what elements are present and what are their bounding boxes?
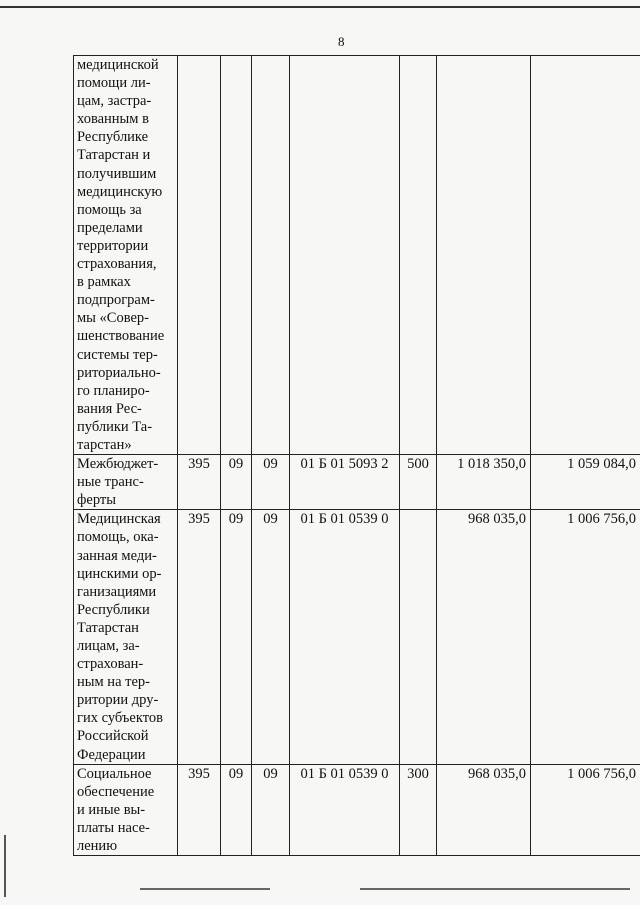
amount1-cell: 1 018 350,0	[437, 455, 531, 510]
section-cell: 09	[221, 764, 252, 855]
ministry-cell: 395	[178, 455, 221, 510]
table-row	[74, 56, 640, 455]
subsection-cell: 09	[252, 455, 290, 510]
subsection-cell	[252, 56, 290, 455]
ministry-cell: 395	[178, 510, 221, 764]
target-cell: 01 Б 01 0539 0	[290, 764, 400, 855]
table-row	[74, 455, 640, 510]
scan-noise	[140, 888, 270, 890]
row-description: Межбюджет- ные транс- ферты	[74, 455, 178, 510]
amount1-cell	[437, 56, 531, 455]
amount1-cell: 968 035,0	[437, 510, 531, 764]
target-cell: 01 Б 01 5093 2	[290, 455, 400, 510]
amount2-cell: 1 059 084,0	[531, 455, 640, 510]
subsection-cell: 09	[252, 510, 290, 764]
section-cell: 09	[221, 455, 252, 510]
type-cell	[400, 56, 437, 455]
top-rule	[0, 6, 640, 8]
row-description: Медицинская помощь, ока- занная меди- цинскими ор- ганизациями Республики Татарстан лицам, за- страхован- ным на тер- ритории дру- гих субъектов Российской Федерации	[74, 510, 178, 764]
margin-mark	[4, 835, 6, 897]
table-row	[74, 764, 640, 855]
target-cell: 01 Б 01 0539 0	[290, 510, 400, 764]
type-cell: 500	[400, 455, 437, 510]
type-cell	[400, 510, 437, 764]
amount2-cell: 1 006 756,0	[531, 764, 640, 855]
amount2-cell: 1 006 756,0	[531, 510, 640, 764]
ministry-cell	[178, 56, 221, 455]
page-number: 8	[338, 34, 345, 49]
scan-noise	[360, 888, 630, 890]
ministry-cell: 395	[178, 764, 221, 855]
subsection-cell: 09	[252, 764, 290, 855]
amount2-cell	[531, 56, 640, 455]
target-cell	[290, 56, 400, 455]
section-cell	[221, 56, 252, 455]
type-cell: 300	[400, 764, 437, 855]
row-description: медицинской помощи ли- цам, застра- хованным в Республике Татарстан и получившим медицинскую помощь за пределами территории страхования, в рамках подпрограм- мы «Совер- шенствование системы тер- риториально- го планиро- вания Рес- публики Та- тарстан»	[74, 56, 178, 455]
section-cell: 09	[221, 510, 252, 764]
row-description: Социальное обеспечение и иные вы- платы насе- лению	[74, 764, 178, 855]
table-row	[74, 510, 640, 764]
amount1-cell: 968 035,0	[437, 764, 531, 855]
budget-table	[73, 55, 640, 856]
